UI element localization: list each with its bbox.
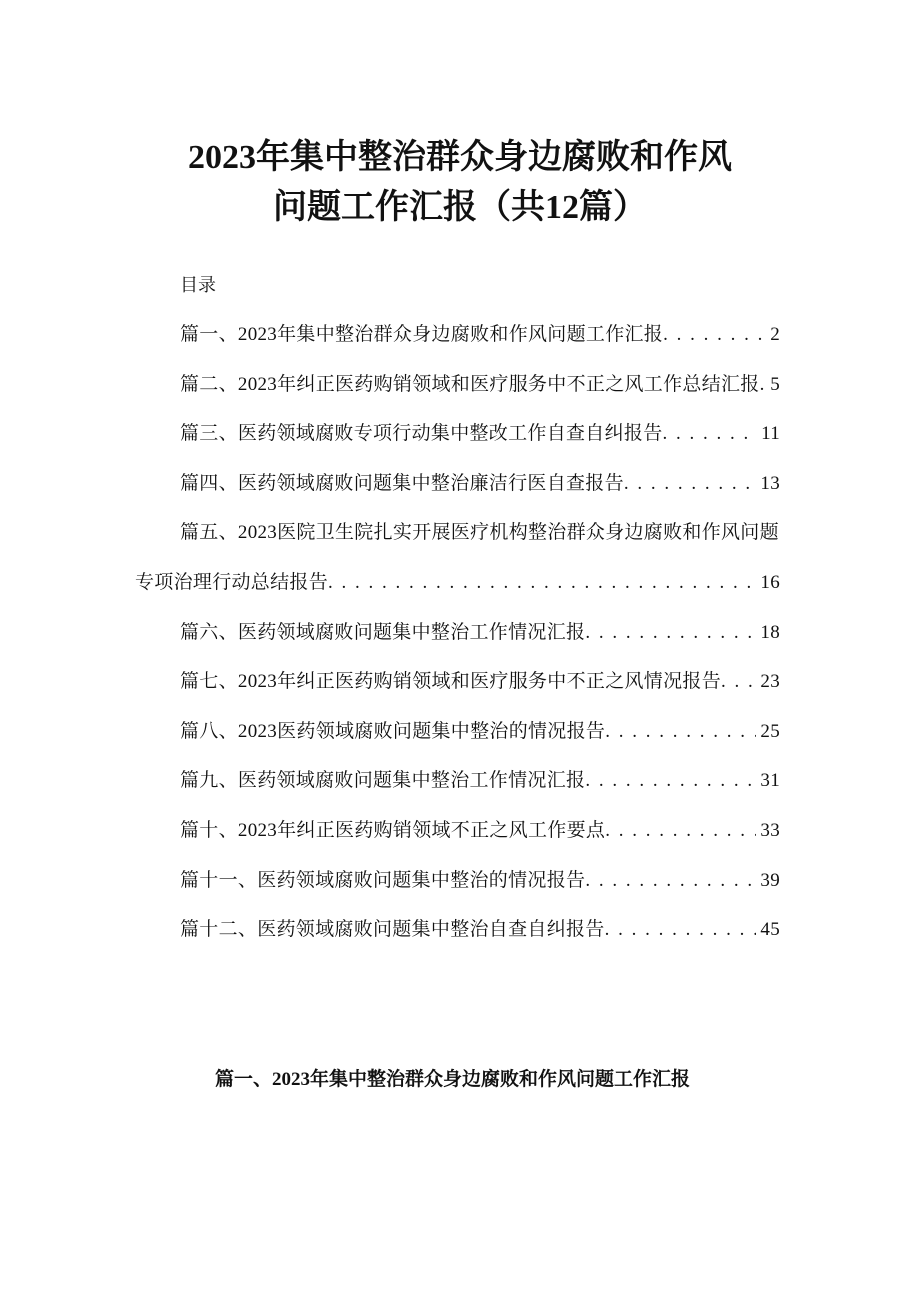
toc-entry-page: 2 [766, 310, 780, 360]
toc-entry[interactable] [135, 756, 780, 806]
toc-entry-title: 篇十二、医药领域腐败问题集中整治自查自纠报告 . . . [180, 919, 605, 940]
document-title [0, 133, 920, 233]
toc-entry[interactable] [135, 310, 780, 360]
toc-entry[interactable] [135, 360, 780, 410]
toc-entry-title: 篇十一、医药领域腐败问题集中整治的情况报告 . . . [180, 870, 585, 891]
toc-entry-page: 39 [756, 856, 780, 906]
toc-entry[interactable] [135, 856, 780, 906]
toc-entry-title: 篇三、医药领域腐败专项行动集中整改工作自查自纠报告 . . . [180, 423, 663, 444]
toc-label: 目录 [180, 275, 216, 295]
toc-entry-title: 篇九、医药领域腐败问题集中整治工作情况汇报 . . . [180, 770, 585, 791]
toc-entry-title: 篇六、医药领域腐败问题集中整治工作情况汇报 . . . [180, 622, 585, 643]
toc-entry-page: 11 [757, 409, 780, 459]
toc-entry-page: 18 [756, 608, 780, 658]
toc-entry-title: 篇五、2023医院卫生院扎实开展医疗机构整治群众身边腐败和作风问题专项治理行动总结报告 . . . [135, 522, 779, 593]
toc-entry-page: 33 [756, 806, 780, 856]
toc-entry-title: 篇一、2023年集中整治群众身边腐败和作风问题工作汇报 . . . [180, 324, 663, 345]
toc-entry[interactable] [135, 508, 780, 607]
toc-entry[interactable] [135, 657, 780, 707]
toc-entry[interactable] [135, 905, 780, 955]
toc-entry[interactable] [135, 608, 780, 658]
table-of-contents [135, 310, 780, 955]
toc-entry-title: 篇二、2023年纠正医药购销领域和医疗服务中不正之风工作总结汇报 . . . [180, 374, 760, 395]
toc-entry[interactable] [135, 409, 780, 459]
toc-entry-page: 13 [756, 459, 780, 509]
toc-entry[interactable] [135, 806, 780, 856]
toc-entry[interactable] [135, 707, 780, 757]
title-line-1: 2023年集中整治群众身边腐败和作风 [188, 139, 732, 176]
toc-entry-page: 45 [756, 905, 780, 955]
toc-entry-page: 31 [756, 756, 780, 806]
toc-entry-page: 16 [756, 558, 780, 608]
section-heading: 篇一、2023年集中整治群众身边腐败和作风问题工作汇报 [214, 1069, 690, 1090]
toc-entry-title: 篇四、医药领域腐败问题集中整治廉洁行医自查报告 . . . [180, 473, 624, 494]
toc-entry-title: 篇七、2023年纠正医药购销领域和医疗服务中不正之风情况报告 . . . [180, 671, 721, 692]
toc-entry[interactable] [135, 459, 780, 509]
toc-entry-title: 篇十、2023年纠正医药购销领域不正之风工作要点 . . . [180, 820, 605, 841]
toc-entry-title: 篇八、2023医药领域腐败问题集中整治的情况报告 . . . [180, 721, 605, 742]
toc-entry-page: 23 [756, 657, 780, 707]
title-line-2: 问题工作汇报（共12篇） [273, 189, 647, 226]
toc-entry-page: 5 [766, 360, 780, 410]
toc-entry-page: 25 [756, 707, 780, 757]
